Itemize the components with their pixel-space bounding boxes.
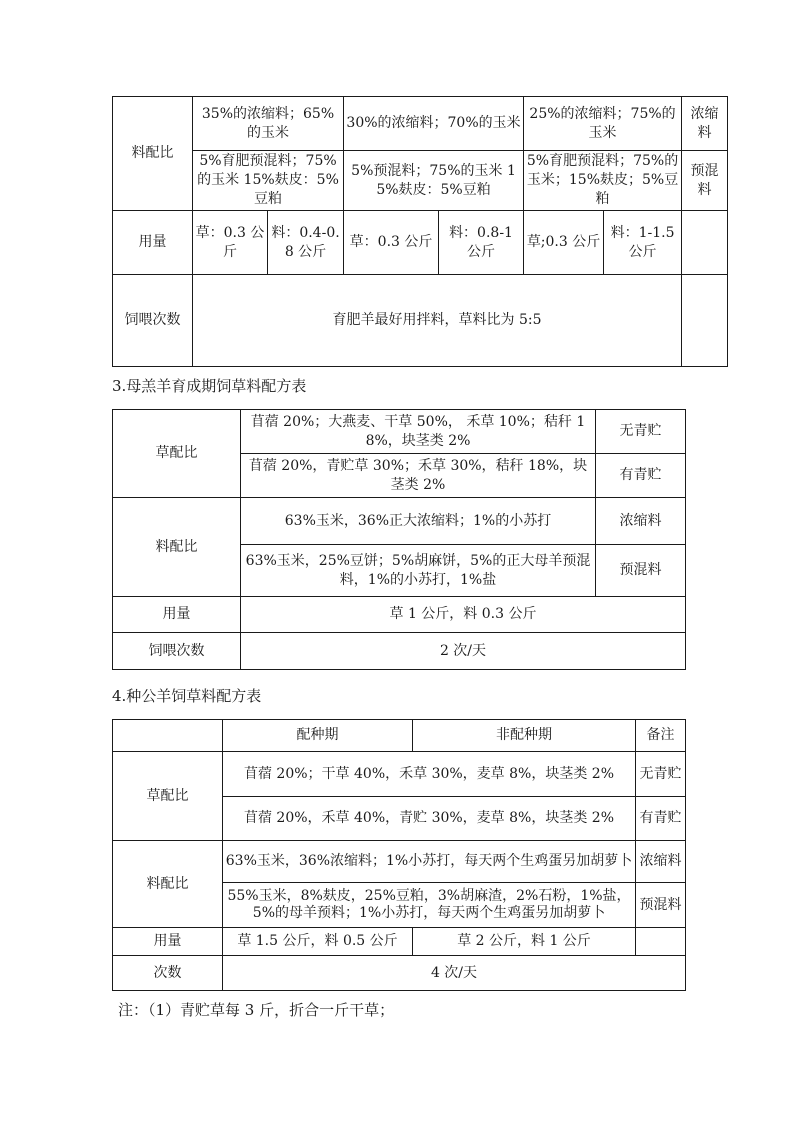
dosage-label: 用量 (113, 211, 193, 275)
feed-ratio-row-2-type: 预混料 (636, 883, 686, 928)
dosage-label: 用量 (113, 597, 241, 633)
dosage-feed-1: 料：0.4-0.8 公斤 (268, 211, 344, 275)
section-3-title: 3.母羔羊育成期饲草料配方表 (112, 377, 307, 395)
dosage-nonbreeding: 草 2 公斤，料 1 公斤 (413, 928, 636, 956)
footnote: 注：（1）青贮草每 3 斤，折合一斤干草； (118, 1001, 395, 1019)
dosage-breeding: 草 1.5 公斤，料 0.5 公斤 (223, 928, 413, 956)
dosage-label: 用量 (113, 928, 223, 956)
grass-ratio-row-1: 苜蓿 20%；大燕麦、干草 50%， 禾草 10%；秸秆 18%，块茎类 2% (241, 410, 596, 454)
dosage-note (636, 928, 686, 956)
section-4-title: 4.种公羊饲草料配方表 (112, 687, 262, 705)
header-empty (113, 720, 223, 752)
concentrate-option-1: 35%的浓缩料；65%的玉米 (193, 97, 344, 151)
feeding-times-value: 2 次/天 (241, 633, 686, 670)
header-nonbreeding: 非配种期 (413, 720, 636, 752)
grass-ratio-row-2-type: 有青贮 (636, 797, 686, 841)
feed-ratio-row-2: 63%玉米，25%豆饼；5%胡麻饼，5%的正大母羊预混料，1%的小苏打，1%盐 (241, 545, 596, 597)
concentrate-type: 浓缩料 (682, 97, 728, 151)
grass-ratio-row-1-type: 无青贮 (596, 410, 686, 454)
dosage-feed-3: 料：1-1.5 公斤 (604, 211, 682, 275)
dosage-note (682, 211, 728, 275)
grass-ratio-label: 草配比 (113, 410, 241, 498)
feed-ratio-row-1-type: 浓缩料 (636, 841, 686, 883)
times-label: 次数 (113, 956, 223, 991)
times-value: 4 次/天 (223, 956, 686, 991)
concentrate-option-3: 25%的浓缩料；75%的玉米 (524, 97, 682, 151)
dosage-feed-2: 料：0.8-1 公斤 (439, 211, 524, 275)
header-note: 备注 (636, 720, 686, 752)
concentrate-option-2: 30%的浓缩料；70%的玉米 (344, 97, 524, 151)
dosage-grass-1: 草：0.3 公斤 (193, 211, 268, 275)
premix-option-3: 5%育肥预混料；75%的玉米；15%麸皮；5%豆粕 (524, 151, 682, 211)
feeding-times-note (682, 275, 728, 367)
premix-option-1: 5%育肥预混料；75%的玉米 15%麸皮：5%豆粕 (193, 151, 344, 211)
dosage-grass-3: 草;0.3 公斤 (524, 211, 604, 275)
feed-ratio-label: 料配比 (113, 841, 223, 928)
feed-ratio-row-1-type: 浓缩料 (596, 498, 686, 545)
ewe-lamb-feed-table (112, 409, 686, 670)
feed-ratio-row-2-type: 预混料 (596, 545, 686, 597)
feed-ratio-row-2: 55%玉米，8%麸皮，25%豆粕，3%胡麻渣，2%石粉，1%盐，5%的母羊预料；1%小苏打，每天两个生鸡蛋另加胡萝卜 (223, 883, 636, 928)
grass-ratio-row-1-type: 无青贮 (636, 752, 686, 797)
ram-feed-table (112, 719, 686, 991)
feed-ratio-row-1: 63%玉米，36%正大浓缩料；1%的小苏打 (241, 498, 596, 545)
premix-type: 预混料 (682, 151, 728, 211)
ratio-label: 料配比 (113, 97, 193, 211)
grass-ratio-row-2: 苜蓿 20%，禾草 40%，青贮 30%，麦草 8%，块茎类 2% (223, 797, 636, 841)
feeding-times-label: 饲喂次数 (113, 633, 241, 670)
feeding-times-label: 饲喂次数 (113, 275, 193, 367)
feeding-times-value: 育肥羊最好用拌料，草料比为 5:5 (193, 275, 682, 367)
grass-ratio-label: 草配比 (113, 752, 223, 841)
dosage-grass-2: 草：0.3 公斤 (344, 211, 439, 275)
grass-ratio-row-2: 苜蓿 20%，青贮草 30%；禾草 30%，秸秆 18%，块茎类 2% (241, 454, 596, 498)
header-breeding: 配种期 (223, 720, 413, 752)
feed-ratio-label: 料配比 (113, 498, 241, 597)
premix-option-2: 5%预混料；75%的玉米 15%麸皮：5%豆粕 (344, 151, 524, 211)
feed-ratio-row-1: 63%玉米，36%浓缩料；1%小苏打，每天两个生鸡蛋另加胡萝卜 (223, 841, 636, 883)
grass-ratio-row-2-type: 有青贮 (596, 454, 686, 498)
grass-ratio-row-1: 苜蓿 20%；干草 40%，禾草 30%，麦草 8%，块茎类 2% (223, 752, 636, 797)
dosage-value: 草 1 公斤，料 0.3 公斤 (241, 597, 686, 633)
fattening-feed-table (112, 96, 728, 367)
